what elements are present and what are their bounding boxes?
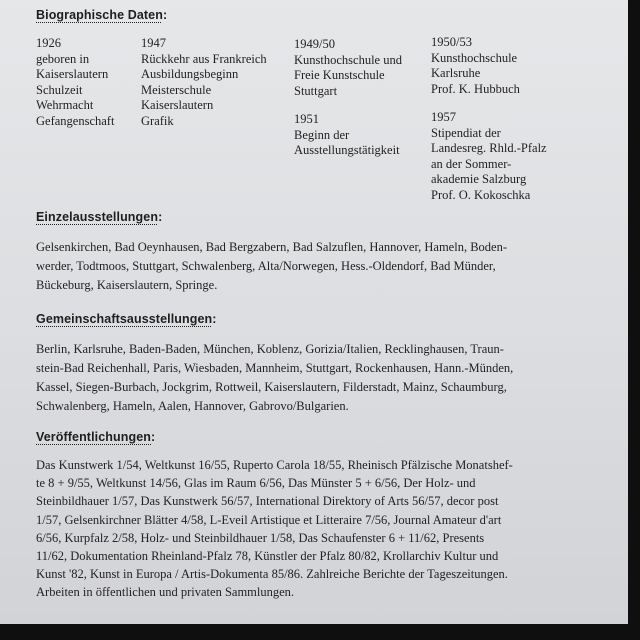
bio-heading: [36, 8, 167, 22]
veroeff-line: Arbeiten in öffentlichen und privaten Sammlungen.: [36, 585, 295, 600]
bio-col4a-line: Prof. K. Hubbuch: [431, 81, 520, 96]
einzel-paragraph: [36, 238, 570, 295]
bio-col3b-line: Ausstellungstätigkeit: [294, 143, 400, 158]
bio-column-4a: [431, 35, 520, 97]
bio-col4b-line: Landesreg. Rhld.-Pfalz: [431, 141, 547, 156]
bio-col2-line: Kaiserslautern: [141, 98, 214, 113]
veroeff-paragraph: [36, 456, 570, 602]
bio-heading-text: Biographische Daten: [36, 8, 163, 22]
veroeff-line: Das Kunstwerk 1/54, Weltkunst 16/55, Ruperto Carola 18/55, Rheinisch Pfälzische Monatshef-: [36, 458, 513, 472]
bio-col3a-line: Freie Kunstschule: [294, 68, 385, 83]
veroeff-line: 11/62, Dokumentation Rheinland-Pfalz 78, Künstler der Pfalz 80/82, Krollarchiv Kultur und: [36, 549, 499, 564]
gemein-line: Schwalenberg, Hameln, Aalen, Hannover, Gabrovo/Bulgarien.: [36, 399, 349, 413]
bio-col4b-line: Stipendiat der: [431, 125, 501, 140]
bio-column-1: [36, 36, 114, 130]
bio-column-3a: [294, 37, 402, 99]
veroeff-heading: [36, 430, 155, 444]
bio-col2-line: 1947: [141, 36, 166, 50]
einzel-line: werder, Todtmoos, Stuttgart, Schwalenberg, Alta/Norwegen, Hess.-Oldendorf, Bad Münder,: [36, 259, 496, 273]
bio-col2-line: Meisterschule: [141, 82, 212, 97]
bio-col4b-line: akademie Salzburg: [431, 172, 527, 187]
veroeff-line: Steinbildhauer 1/57, Das Kunstwerk 56/57, International Direktory of Arts 56/57, decor post: [36, 494, 499, 509]
gemein-heading-colon: :: [212, 312, 217, 326]
bio-heading-colon: :: [162, 8, 168, 22]
einzel-heading-colon: :: [158, 210, 163, 224]
bio-col2-line: Rückkehr aus Frankreich: [141, 51, 267, 66]
bio-col3b-line: Beginn der: [294, 127, 350, 142]
bio-column-2: [141, 36, 267, 130]
gemein-paragraph: [36, 340, 570, 416]
bio-column-4b: [431, 110, 547, 204]
veroeff-line: Kunst '82, Kunst in Europa / Artis-Dokumenta 85/86. Zahlreiche Berichte der Tageszeitungen.: [36, 567, 508, 582]
gemein-heading: [36, 312, 217, 326]
bio-column-3b: [294, 112, 400, 159]
bio-col4a-line: Karlsruhe: [431, 66, 481, 81]
veroeff-line: 1/57, Gelsenkirchner Blätter 4/58, L-Eveil Artistique et Litteraire 7/56, Journal Amateur d'art: [36, 512, 502, 527]
einzel-heading: [36, 210, 162, 224]
bio-col1-line: geboren in: [36, 51, 90, 66]
bio-col4a-line: Kunsthochschule: [431, 50, 518, 65]
bio-col4b-line: an der Sommer-: [431, 156, 512, 171]
bio-col2-line: Grafik: [141, 113, 174, 128]
bio-col1-line: Gefangenschaft: [36, 113, 115, 128]
bio-col1-line: Wehrmacht: [36, 98, 94, 113]
bio-col3a-line: 1949/50: [294, 37, 335, 51]
bio-col1-line: 1926: [36, 36, 61, 50]
gemein-line: Kassel, Siegen-Burbach, Jockgrim, Rottweil, Kaiserslautern, Filderstadt, Mainz, Schaumburg,: [36, 380, 507, 394]
einzel-line: Gelsenkirchen, Bad Oeynhausen, Bad Bergzabern, Bad Salzuflen, Hannover, Hameln, Boden-: [36, 240, 507, 254]
bio-col4b-line: 1957: [431, 110, 456, 124]
einzel-heading-text: Einzelausstellungen: [36, 210, 159, 224]
bio-col4a-line: 1950/53: [431, 35, 472, 49]
bio-col4b-line: Prof. O. Kokoschka: [431, 187, 531, 202]
bio-col3a-line: Stuttgart: [294, 83, 338, 98]
einzel-line: Bückeburg, Kaiserslautern, Springe.: [36, 278, 218, 292]
bio-col1-line: Schulzeit: [36, 82, 83, 97]
bio-col1-line: Kaiserslautern: [36, 67, 109, 82]
gemein-line: Berlin, Karlsruhe, Baden-Baden, München, Koblenz, Gorizia/Italien, Recklinghausen, Traun-: [36, 342, 504, 356]
bio-col3a-line: Kunsthochschule und: [294, 52, 402, 67]
veroeff-heading-colon: :: [151, 430, 156, 444]
gemein-heading-text: Gemeinschaftsausstellungen: [36, 312, 213, 326]
veroeff-heading-text: Veröffentlichungen: [36, 430, 152, 444]
bio-col3b-line: 1951: [294, 112, 319, 126]
veroeff-line: te 8 + 9/55, Weltkunst 14/56, Glas im Raum 6/56, Das Münster 5 + 6/56, Der Holz- und: [36, 476, 476, 491]
gemein-line: stein-Bad Reichenhall, Paris, Wiesbaden, Mannheim, Stuttgart, Rockenhausen, Hann.-Münden,: [36, 361, 514, 375]
veroeff-line: 6/56, Kurpfalz 2/58, Holz- und Steinbildhauer 1/58, Das Schaufenster 6 + 11/62, Presents: [36, 530, 485, 545]
bio-col2-line: Ausbildungsbeginn: [141, 67, 239, 82]
